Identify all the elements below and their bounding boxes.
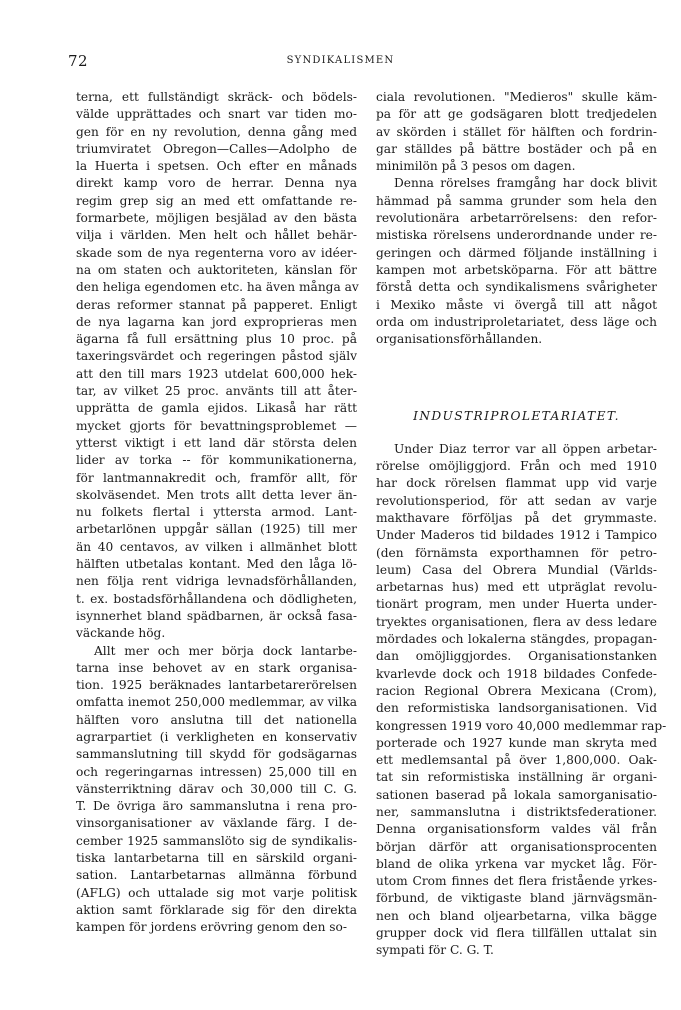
text-line: mycket gjorts för bevattningsproblemet — xyxy=(76,418,357,433)
text-line: den reformistiska landsorganisationen. Vid xyxy=(376,701,657,716)
text-line: förbund, de viktigaste bland järnvägsmän- xyxy=(376,891,657,906)
text-line: triumviratet Obregon—Calles—Adolpho de xyxy=(76,141,357,156)
text-line: skolväsendet. Men trots allt detta lever än- xyxy=(76,487,357,502)
text-line: gar ställdes på bättre bostäder och på en xyxy=(376,141,657,156)
text-line: organisationsförhållanden. xyxy=(376,332,543,347)
text-line: racion Regional Obrera Mexicana (Crom), xyxy=(376,683,657,698)
text-line: agrarpartiet (i verkligheten en konservativ xyxy=(76,729,357,744)
spacer xyxy=(376,426,657,441)
text-line: hälften voro anslutna till det nationella xyxy=(76,712,357,727)
page-number: 72 xyxy=(68,52,89,70)
text-line: mistiska rörelsens underordnande under re- xyxy=(376,228,657,243)
text-line: i Mexiko måste vi övergå till att något xyxy=(376,297,657,312)
text-line: välde upprättades och snart var tiden mo- xyxy=(76,107,357,122)
text-line: minimilön på 3 pesos om dagen. xyxy=(376,159,576,174)
text-line: tion. 1925 beräknades lantarbetarerörelsen xyxy=(76,678,357,693)
text-line: ner, sammanslutna i distriktsfederationer. xyxy=(376,804,657,819)
text-line: skade som de nya regenterna voro av idéer- xyxy=(76,245,357,260)
text-line: grupper dock vid flera tillfällen uttalat sin xyxy=(376,926,657,941)
text-line: Denna rörelses framgång har dock blivit xyxy=(394,176,657,191)
text-line: tar, av vilket 25 proc. använts till att åter- xyxy=(76,384,357,399)
left-column xyxy=(76,89,357,937)
text-line: leum) Casa del Obrera Mundial (Världs- xyxy=(376,562,657,577)
text-line: kongressen 1919 voro 40,000 medlemmar rap- xyxy=(376,718,667,733)
text-line: sation. Lantarbetarnas allmänna förbund xyxy=(76,868,357,883)
text-line: gen för en ny revolution, denna gång med xyxy=(76,124,357,139)
text-line: pa för att ge godsägaren blott tredjedelen xyxy=(376,107,657,122)
text-line: förstå detta och syndikalismens svårigheter xyxy=(376,280,657,295)
text-line: ägarna få full ersättning plus 10 proc. på xyxy=(76,332,357,347)
text-line: tiska lantarbetarna till en särskild organi- xyxy=(76,851,357,866)
text-line: har dock rörelsen flammat upp vid varje xyxy=(376,476,657,491)
text-line: tat sin reformistiska inställning är organi- xyxy=(376,770,657,785)
text-line: direkt kamp voro de herrar. Denna nya xyxy=(76,176,357,191)
text-line: den heliga egendomen etc. ha även många av xyxy=(76,280,359,295)
text-line: revolutionsperiod, för att sedan av varje xyxy=(376,493,657,508)
section-heading: INDUSTRIPROLETARIATET. xyxy=(413,409,620,424)
text-line: geringen och därmed följande inställning i xyxy=(376,245,657,260)
text-line: ytterst viktigt i ett land där största delen xyxy=(76,435,357,450)
paragraph xyxy=(76,643,357,937)
text-line: t. ex. bostadsförhållandena och dödligheten, xyxy=(76,591,357,606)
text-line: rörelse omöjliggjord. Från och med 1910 xyxy=(376,459,657,474)
running-head: SYNDIKALISMEN xyxy=(286,55,395,66)
text-line: nen och bland oljearbetarna, vilka bägge xyxy=(376,908,657,923)
text-line: de nya lagarna kan jord exproprieras men xyxy=(76,314,357,329)
text-line: dan omöjliggjordes. Organisationstanken xyxy=(376,649,657,664)
text-line: tryektes organisationen, flera av dess ledare xyxy=(376,614,657,629)
text-line: deras reformer stannat på papperet. Enligt xyxy=(76,297,357,312)
text-line: av skörden i stället för hälften och fordrin- xyxy=(376,124,657,139)
text-line: väckande hög. xyxy=(76,626,166,641)
text-line: T. De övriga äro sammanslutna i rena pro- xyxy=(76,799,357,814)
text-line: Under Diaz terror var all öppen arbetar- xyxy=(394,441,657,456)
paragraph xyxy=(376,89,657,175)
text-line: ett medlemsantal på över 1,800,000. Oak- xyxy=(376,753,657,768)
text-line: sympati för C. G. T. xyxy=(376,943,494,958)
text-line: aktion samt förklarade sig för den direkta xyxy=(76,902,357,917)
text-line: lider av torka -- för kommunikationerna, xyxy=(76,453,357,468)
text-line: na om staten och auktoriteten, känslan för xyxy=(76,262,357,277)
text-line: och regeringarnas intressen) 25,000 till en xyxy=(76,764,357,779)
text-line: början därför att organisationsprocenten xyxy=(376,839,657,854)
text-line: sammanslutning till skydd för godsägarnas xyxy=(76,747,357,762)
text-line: ciala revolutionen. "Medieros" skulle käm- xyxy=(376,90,657,104)
text-line: sationen baserad på lokala samorganisatio- xyxy=(376,787,657,802)
text-line: taxeringsvärdet och regeringen påstod själv xyxy=(76,349,357,364)
text-line: bland de olika yrkena var mycket låg. För- xyxy=(376,856,657,871)
text-line: terna, ett fullständigt skräck- och bödels- xyxy=(76,90,357,104)
paragraph xyxy=(376,441,667,960)
text-line: (den förnämsta exporthamnen för petro- xyxy=(376,545,657,560)
text-line: la Huerta i spetsen. Och efter en månads xyxy=(76,159,357,174)
text-line: vänsterriktning därav och 30,000 till C. G. xyxy=(76,781,357,796)
text-line: orda om industriproletariatet, dess läge och xyxy=(376,314,657,329)
text-line: kampen för jordens erövring genom den so- xyxy=(76,920,348,935)
text-line: formarbete, möjligen besjälad av den bästa xyxy=(76,211,357,226)
text-line: arbetarnas hus) med ett utpräglat revolu- xyxy=(376,580,657,595)
paragraph xyxy=(376,175,657,348)
text-line: isynnerhet bland spädbarnen, är också fasa- xyxy=(76,608,357,623)
text-line: revolutionära arbetarrörelsens: den refor- xyxy=(376,211,657,226)
text-line: Under Maderos tid bildades 1912 i Tampico xyxy=(376,528,657,543)
text-line: för lantmannakredit och, framför allt, för xyxy=(76,470,357,485)
text-line: utom Crom finnes det flera fristående yrkes- xyxy=(376,874,657,889)
spacer xyxy=(376,348,657,408)
text-line: vilja i världen. Men helt och hållet behär- xyxy=(76,228,357,243)
text-line: (AFLG) och uttalade sig mot varje politisk xyxy=(76,885,357,900)
text-line: kampen mot arbetsköparna. För att bättre xyxy=(376,262,657,277)
text-line: regim grep sig an med ett omfattande re- xyxy=(76,193,357,208)
text-line: makthavare förföljas på det grymmaste. xyxy=(376,510,657,525)
text-line: kvarlevde dock och 1918 bildades Confede- xyxy=(376,666,657,681)
text-line: Allt mer och mer börja dock lantarbe- xyxy=(94,643,357,658)
text-line: mördades och lokalerna stängdes, propagan- xyxy=(376,632,657,647)
text-line: vinsorganisationer av växlande färg. I de- xyxy=(76,816,357,831)
text-line: upprätta de gamla ejidos. Likaså har rätt xyxy=(76,401,357,416)
text-line: cember 1925 sammanslöto sig de syndikalis- xyxy=(76,833,357,848)
paragraph xyxy=(76,89,357,643)
text-line: omfatta inemot 250,000 medlemmar, av vilka xyxy=(76,695,357,710)
text-line: nen följa rent vidriga levnadsförhållanden, xyxy=(76,574,357,589)
text-line: än 40 centavos, av vilken i allmänhet blott xyxy=(76,539,357,554)
text-line: att den till mars 1923 utdelat 600,000 hek- xyxy=(76,366,357,381)
text-line: porterade och 1927 kunde man skryta med xyxy=(376,735,657,750)
text-line: hälften utbetalas kontant. Med den låga lö- xyxy=(76,557,357,572)
text-line: tarna inse behovet av en stark organisa- xyxy=(76,660,357,675)
text-line: nu folkets flertal i yttersta armod. Lant- xyxy=(76,505,357,520)
text-line: arbetarlönen uppgår sällan (1925) till mer xyxy=(76,522,357,537)
right-column xyxy=(376,89,667,960)
text-line: tionärt program, men under Huerta under- xyxy=(376,597,657,612)
text-line: hämmad på samma grunder som hela den xyxy=(376,193,657,208)
text-line: Denna organisationsform valdes väl från xyxy=(376,822,657,837)
